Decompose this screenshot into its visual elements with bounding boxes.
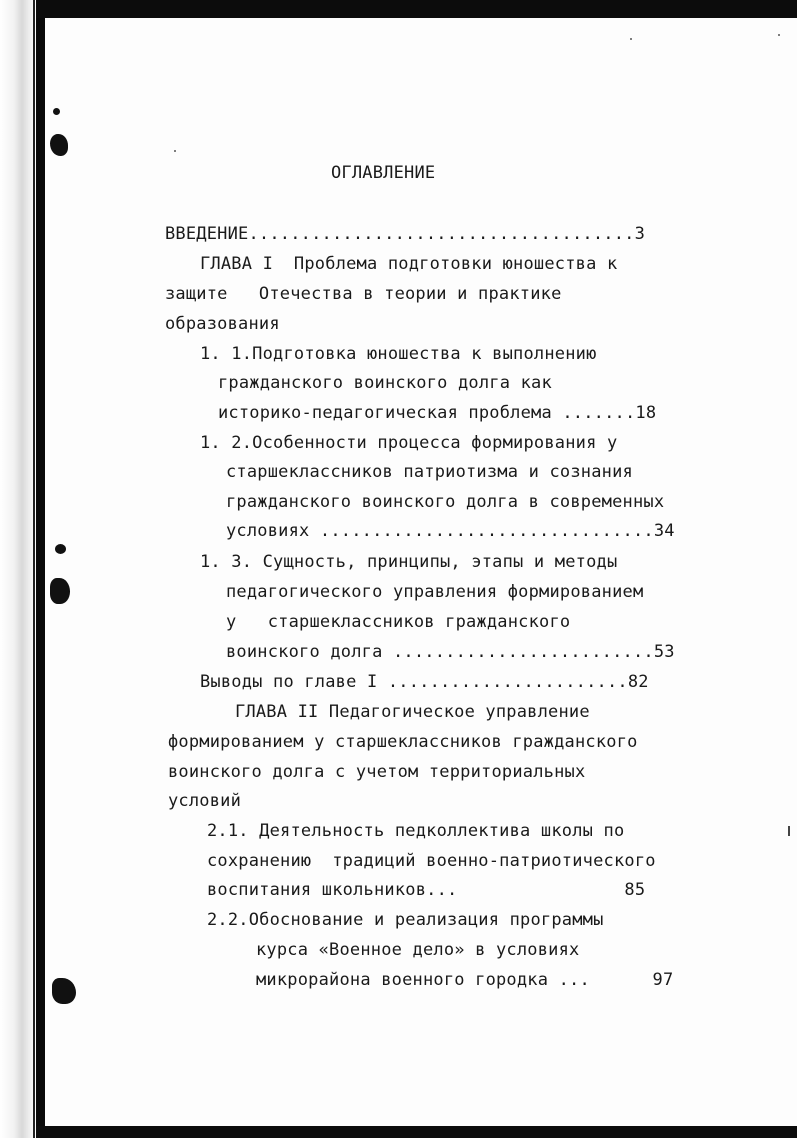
toc-entry-1-2: старшеклассников патриотизма и сознания (226, 462, 633, 482)
toc-entry-1-1: 1. 1.Подготовка юношества к выполнению (200, 344, 597, 364)
toc-chapter-2-title: условий (168, 791, 242, 811)
scan-speck (778, 34, 780, 36)
toc-entry-2-1: сохранению традиций военно-патриотического (207, 851, 656, 871)
toc-chapter-2-title: формированием у старшеклассников гражданского (168, 732, 638, 752)
binder-hole-mark (53, 108, 60, 115)
toc-entry-1-2: гражданского воинского долга в современных (226, 492, 665, 512)
toc-entry-2-2: курса «Военное дело» в условиях (256, 940, 580, 960)
toc-entry-1-1: гражданского воинского долга как (218, 373, 552, 393)
toc-chapter-1-title: защите Отечества в теории и практике (165, 284, 562, 304)
scan-left-bar (36, 0, 45, 1138)
scan-speck (788, 826, 790, 836)
toc-chapter-2-title: воинского долга с учетом территориальных (168, 762, 586, 782)
toc-chapter-1-title: образования (165, 314, 280, 334)
toc-entry-2-1: воспитания школьников... 85 (207, 880, 646, 900)
binder-hole-mark (55, 544, 66, 554)
toc-entry-1-3: воинского долга .........................53 (226, 642, 675, 662)
scan-left-margin (0, 0, 34, 1138)
toc-chapter-2-title: ГЛАВА II Педагогическое управление (235, 702, 590, 722)
binder-hole-mark (52, 978, 76, 1004)
toc-entry-2-1: 2.1. Деятельность педколлектива школы по (207, 821, 625, 841)
scan-left-edge-line (33, 0, 35, 1138)
scan-speck (630, 38, 632, 40)
scan-bottom-bar (36, 1126, 797, 1138)
toc-chapter-1-title: ГЛАВА I Проблема подготовки юношества к (200, 254, 618, 274)
page-title: ОГЛАВЛЕНИЕ (331, 163, 436, 183)
scan-top-bar (36, 0, 797, 18)
toc-entry-2-2: 2.2.Обоснование и реализация программы (207, 910, 604, 930)
toc-entry-1-1: историко-педагогическая проблема .......18 (218, 403, 657, 423)
toc-entry-2-2: микрорайона военного городка ... 97 (256, 970, 674, 990)
toc-entry-1-3: у старшеклассников гражданского (226, 612, 571, 632)
toc-entry-1-3: 1. 3. Сущность, принципы, этапы и методы (200, 552, 618, 572)
toc-entry-1-2: условиях ................................34 (226, 521, 675, 541)
scan-speck (174, 150, 176, 152)
toc-entry-intro: ВВЕДЕНИЕ.....................................3 (165, 224, 646, 244)
binder-hole-mark (50, 578, 70, 604)
toc-entry-1-2: 1. 2.Особенности процесса формирования у (200, 433, 618, 453)
toc-entry-conclusions-1: Выводы по главе I .......................82 (200, 672, 649, 692)
toc-entry-1-3: педагогического управления формированием (226, 582, 644, 602)
binder-hole-mark (50, 134, 68, 156)
